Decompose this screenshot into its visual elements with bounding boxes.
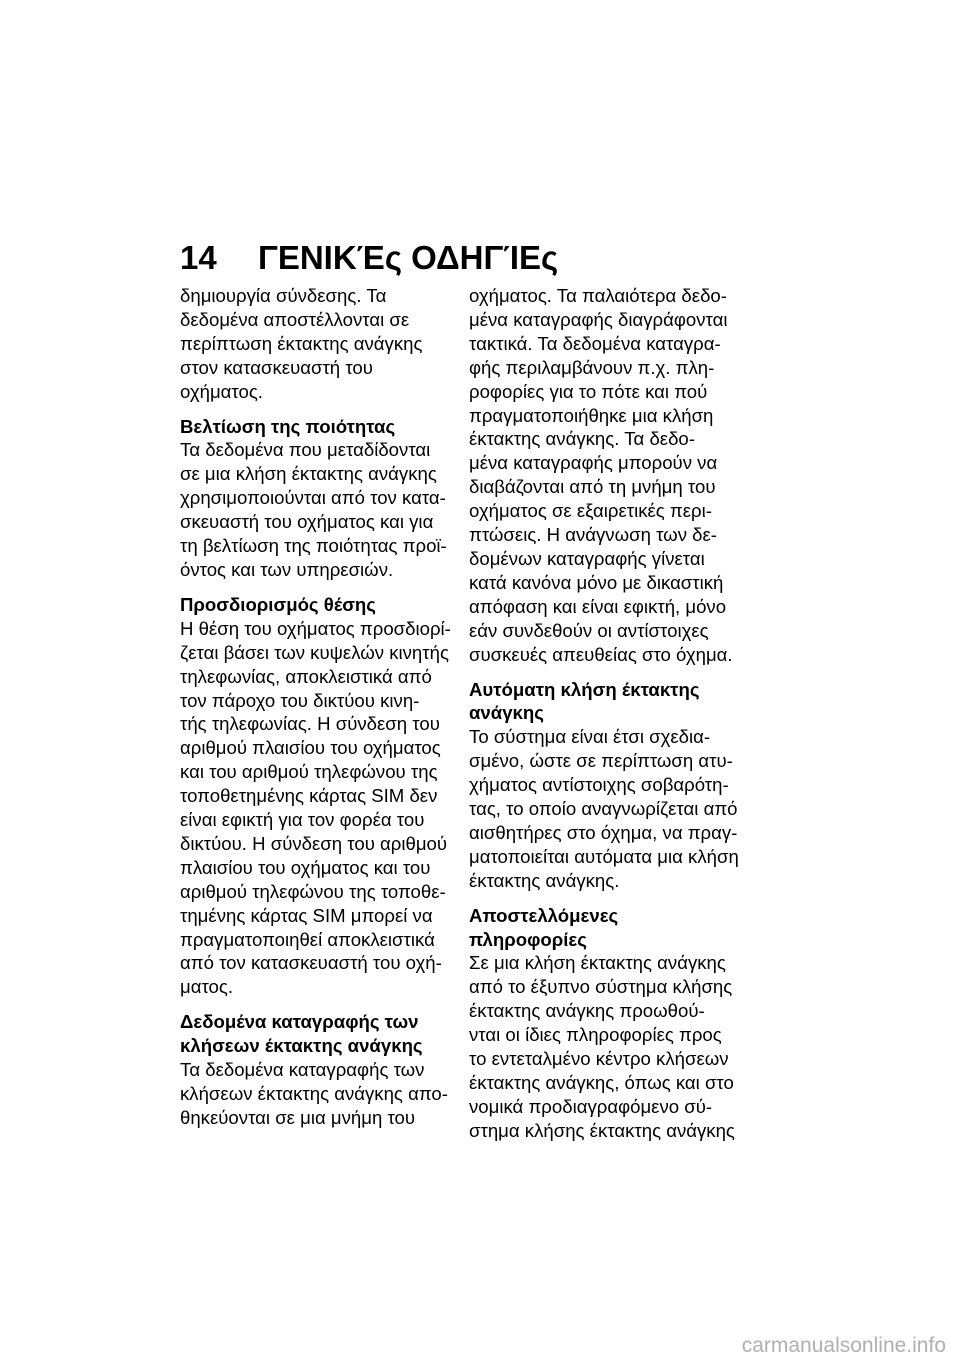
auto-call-paragraph: [469, 725, 755, 892]
text-line: τη βελτίωση της ποιότητας προϊ-: [180, 535, 447, 557]
text-line: συσκευές απευθείας στο όχημα.: [469, 643, 733, 665]
text-line: περίπτωση έκτακτης ανάγκης: [180, 332, 423, 354]
text-line: Δεδομένα καταγραφής των: [180, 1011, 419, 1033]
text-line: έκτακτης ανάγκης. Τα δεδο-: [469, 428, 695, 450]
text-line: οχήματος.: [180, 380, 263, 402]
text-line: δικτύου. Η σύνδεση του αριθμού: [180, 832, 448, 854]
text-line: τον πάροχο του δικτύου κινη-: [180, 689, 420, 711]
records-continued-paragraph: [469, 284, 755, 667]
text-line: κατά κανόνα μόνο με δικαστική: [469, 571, 724, 593]
sent-info-heading: [469, 904, 755, 952]
text-line: Προσδιορισμός θέσης: [180, 593, 376, 615]
quality-heading: [180, 415, 466, 439]
text-line: διαβάζονται από τη μνήμη του: [469, 476, 716, 498]
text-line: σμένο, ώστε σε περίπτωση ατυ-: [469, 750, 733, 772]
text-line: κλήσεων έκτακτης ανάγκης απο-: [180, 1083, 448, 1104]
text-line: πραγματοποιηθεί αποκλειστικά: [180, 928, 435, 950]
text-line: τημένης κάρτας SIM μπορεί να: [180, 904, 433, 926]
text-line: απόφαση και είναι εφικτή, μόνο: [469, 595, 727, 617]
chapter-title: ΓΕΝΙΚΈς ΟΔΗΓΊΕς: [258, 239, 559, 276]
text-line: αισθητήρες στο όχημα, να πραγ-: [469, 821, 738, 843]
text-line: σκευαστή του οχήματος και για: [180, 511, 434, 533]
text-line: στον κατασκευαστή του: [180, 356, 373, 378]
page-header: [180, 238, 558, 278]
text-line: νομικά προδιαγραφόμενο σύ-: [469, 1095, 713, 1117]
text-line: στημα κλήσης έκτακτης ανάγκης: [469, 1119, 735, 1141]
text-line: σε μια κλήση έκτακτης ανάγκης: [180, 463, 437, 485]
text-line: πληροφορίες: [469, 928, 587, 950]
text-line: όντος και των υπηρεσιών.: [180, 558, 394, 580]
text-line: ματοποιείται αυτόματα μια κλήση: [469, 845, 739, 867]
right-column: [469, 284, 755, 1143]
auto-call-heading: [469, 678, 755, 726]
text-line: αριθμού πλαισίου του οχήματος: [180, 737, 441, 759]
text-line: μένα καταγραφής μπορούν να: [469, 452, 718, 474]
text-line: Αυτόματη κλήση έκτακτης: [469, 678, 700, 700]
text-line: οχήματος σε εξαιρετικές περι-: [469, 500, 712, 522]
text-line: το εντεταλμένο κέντρο κλήσεων: [469, 1048, 729, 1070]
text-line: Η θέση του οχήματος προσδιορί-: [180, 617, 451, 639]
left-column: [180, 284, 466, 1130]
text-line: Τα δεδομένα καταγραφής των: [180, 1059, 425, 1081]
text-line: δεδομένα αποστέλλονται σε: [180, 308, 410, 330]
text-line: χρησιμοποιούνται από τον κατα-: [180, 487, 446, 509]
quality-paragraph: [180, 438, 466, 581]
text-line: Το σύστημα είναι έτσι σχεδια-: [469, 726, 711, 748]
text-line: Τα δεδομένα που μεταδίδονται: [180, 439, 431, 461]
text-line: μένα καταγραφής διαγράφονται: [469, 308, 728, 330]
text-line: κλήσεων έκτακτης ανάγκης: [180, 1035, 423, 1057]
text-line: έκτακτης ανάγκης.: [469, 869, 620, 891]
text-line: ματος.: [180, 976, 234, 998]
text-line: τηλεφωνίας, αποκλειστικά από: [180, 665, 432, 687]
text-line: Βελτίωση της ποιότητας: [180, 415, 396, 437]
text-line: τής τηλεφωνίας. Η σύνδεση του: [180, 713, 440, 735]
text-line: πτώσεις. Η ανάγνωση των δε-: [469, 524, 717, 546]
text-line: ζεται βάσει των κυψελών κινητής: [180, 641, 449, 663]
text-line: έκτακτης ανάγκης προωθού-: [469, 1000, 705, 1022]
text-line: δημιουργία σύνδεσης. Τα: [180, 285, 387, 306]
text-line: αριθμού τηλεφώνου της τοποθε-: [180, 880, 446, 902]
text-line: χήματος αντίστοιχης σοβαρότη-: [469, 774, 729, 796]
text-line: πλαισίου του οχήματος και του: [180, 856, 431, 878]
records-paragraph: [180, 1058, 466, 1130]
records-heading: [180, 1010, 466, 1058]
text-line: έκτακτης ανάγκης, όπως και στο: [469, 1072, 734, 1093]
location-paragraph: [180, 617, 466, 1000]
text-line: εάν συνδεθούν οι αντίστοιχες: [469, 619, 709, 641]
text-line: πραγματοποιήθηκε μια κλήση: [469, 404, 714, 426]
text-line: τας, το οποίο αναγνωρίζεται από: [469, 798, 738, 820]
text-line: Αποστελλόμενες: [469, 904, 619, 926]
footer-watermark: carmanualsonline.info: [741, 1334, 946, 1357]
text-line: από τον κατασκευαστή του οχή-: [180, 952, 442, 974]
text-line: είναι εφικτή για τον φορέα του: [180, 809, 425, 831]
text-line: και του αριθμού τηλεφώνου της: [180, 761, 438, 783]
text-line: ανάγκης: [469, 702, 544, 724]
text-line: νται οι ίδιες πληροφορίες προς: [469, 1024, 722, 1046]
text-line: τακτικά. Τα δεδομένα καταγρα-: [469, 332, 721, 354]
text-line: φής περιλαμβάνουν π.χ. πλη-: [469, 356, 715, 378]
text-line: από το έξυπνο σύστημα κλήσης: [469, 976, 733, 998]
page-number: 14: [180, 239, 217, 276]
text-line: τοποθετημένης κάρτας SIM δεν: [180, 785, 438, 807]
location-heading: [180, 593, 466, 617]
text-line: οχήματος. Τα παλαιότερα δεδο-: [469, 285, 727, 306]
intro-paragraph: [180, 284, 466, 404]
sent-info-paragraph: [469, 951, 755, 1142]
text-line: θηκεύονται σε μια μνήμη του: [180, 1106, 416, 1128]
text-line: ροφορίες για το πότε και πού: [469, 380, 708, 402]
text-line: Σε μια κλήση έκτακτης ανάγκης: [469, 952, 726, 974]
text-line: δομένων καταγραφής γίνεται: [469, 547, 705, 569]
